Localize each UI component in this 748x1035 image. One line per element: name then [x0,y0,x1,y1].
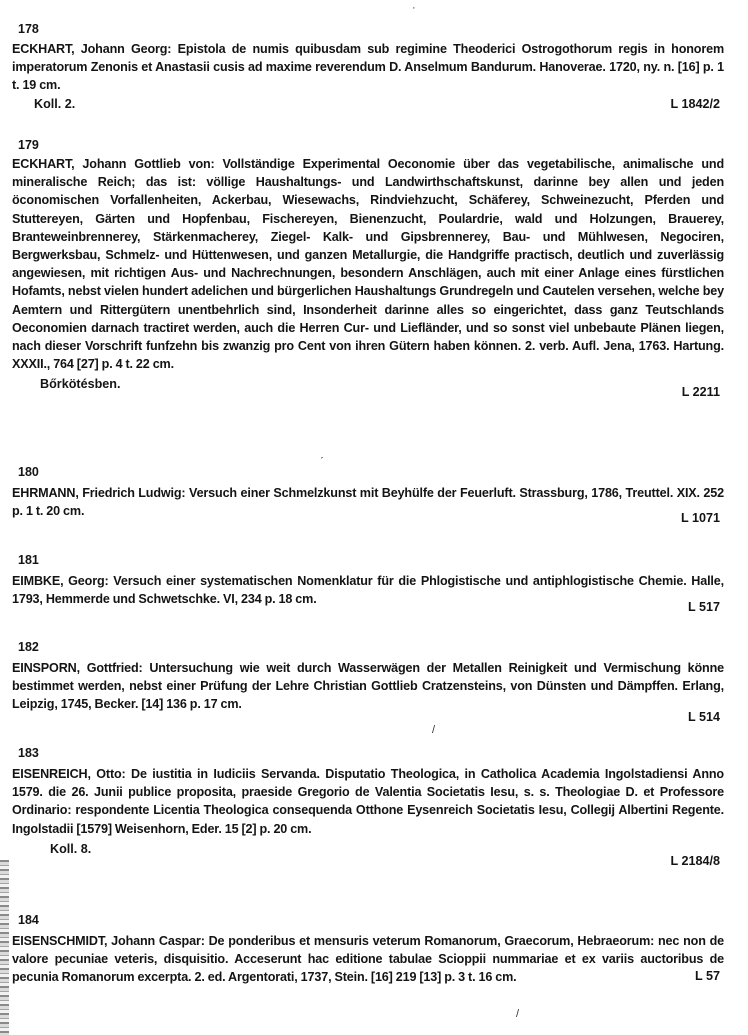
entry-description [12,932,724,987]
entry-number: 182 [18,640,39,654]
entry-number: 184 [18,913,39,927]
scan-tick-mark: / [516,1008,520,1020]
catalog-entry-183 [12,746,724,866]
entry-number: 178 [18,22,39,36]
entry-author: EIMBKE, Georg: [12,574,109,588]
entry-description [12,155,724,373]
catalog-entry-178 [12,22,724,115]
entry-author: EISENSCHMIDT, Johann Caspar: [12,934,205,948]
entry-footer [12,838,724,866]
entry-number: 181 [18,553,39,567]
entry-text: De iustitia in Iudiciis Servanda. Disputatio Theologica, in Catholica Academia Ingolstadiensi Anno 1579. die 26. Junii publice proposita, praeside Gregorio de Valentia Societatis Iesu, s. s. Theologiae D. et Professore Ordinario: respondente Licentia Theologica consequenda Otthone Eysenreich Societatis Iesu, Collegij Albertini Regente. Ingolstadii [1579] Weisenhorn, Eder. 15 [2] p. 20 cm. [12,767,724,836]
entry-description [12,659,724,714]
shelf-signature: L 1842/2 [670,96,720,111]
entry-description [12,765,724,838]
entry-footer [12,373,724,399]
shelf-signature: L 1071 [681,511,720,526]
entry-description [12,40,724,95]
entry-text: Vollständige Experimental Oeconomie über das vegetabilische, animalische und mineralische Reich; das ist: völlige Haushaltungs- und Landwirthschaftskunst, darinne bey allen und jeden öconomischen Vorfallenheiten, Ackerbau, Wiesewachs, Rindviehzucht, Schäferey, Schweinezucht, Pferden und Stuttereyen, Gärten und Hopfenbau, Fischereyen, Bienenzucht, Poulardrie, wald und Holzungen, Brauerey, Branteweinbrennerey, Stärkenmacherey, Ziegel- Kalk- und Gipsbrennerey, Bau- und Mühlwesen, Negociren, Bergwerksbau, Schmelz- und Hüttenwesen, und ganzen Metallurgie, die Handgriffe practisch, deutlich und zuverlässig angewiesen, mit richtigen Aus- und Nachrechnungen, besondern Anschlägen, auch mit einer Anlage eines fürstlichen Hofamts, nebst vielen hundert adelichen und bürgerlichen Haushaltungs Grundregeln und Cautelen versehen, welche bey Aemtern und Rittergütern unentbehrlich sind, Insonderheit darinne alles so eingerichtet, dass ganz Teutschlands Oeconomien darnach tractiret werden, auch die Herren Cur- und Liefländer, und so sonst viel unbebaute Plänen liegen, nach dieser Vorschrift funfzehn bis zwanzig pro Cent von ihren Gütern haben können. 2. verb. Aufl. Jena, 1763. Hartung. XXXII., 764 [27] p. 4 t. 22 cm. [12,157,725,372]
entry-note: Koll. 8. [50,841,92,856]
entry-text: Versuch einer systematischen Nomenklatur für die Phlogistische und antiphlogistische Chemie. Halle, 1793, Hemmerde und Schwetschke. VI, 234 p. 18 cm. [12,574,724,607]
entry-number: 179 [18,138,39,152]
scan-tick-mark: / [432,724,436,736]
entry-note: Bőrkötésben. [40,377,121,392]
entry-footer [12,95,724,115]
entry-footer [12,511,724,540]
scan-edge-shadow [0,860,9,1035]
shelf-signature: L 57 [695,968,720,983]
entry-description [12,484,724,520]
catalog-entry-184 [12,913,724,987]
entry-author: ECKHART, Johann Gottlieb von: [12,157,215,171]
shelf-signature: L 517 [688,600,720,615]
entry-text: Versuch einer Schmelzkunst mit Beyhülfe der Feuerluft. Strassburg, 1786, Treuttel. XIX. 252 p. 1 t. 20 cm. [12,486,724,519]
entry-note: Koll. 2. [34,96,76,111]
shelf-signature: L 2211 [681,385,720,400]
entry-number: 183 [18,746,39,760]
scan-tick-mark: ˊ [320,456,324,468]
entry-author: EINSPORN, Gottfried: [12,661,143,675]
catalog-entry-181 [12,553,724,628]
entry-footer [12,709,724,734]
scan-speck-mark: · [412,2,416,14]
entry-text: Epistola de numis quibusdam sub regimine Theoderici Ostrogothorum regis in honorem imperatorum Zenonis et Anastasii cusis ad maxime reverendum D. Anselmum Bandurum. Hanoverae. 1720, ny. n. [16] p. 1 t. 19 cm. [12,42,725,93]
entry-author: EHRMANN, Friedrich Ludwig: [12,486,186,500]
entry-author: ECKHART, Johann Georg: [12,42,172,56]
entry-description [12,572,724,608]
catalog-entry-182 [12,640,724,734]
entry-footer [12,600,724,628]
entry-text: De ponderibus et mensuris veterum Romanorum, Graecorum, Hebraeorum: nec non de valore pecuniae veteris, disquisitio. Acceserunt hac editione tabulae Scioppii nummariae et ex variis auctoribus de pecunia Romanorum excerpta. 2. ed. Argentorati, 1737, Stein. [16] 219 [13] p. 3 t. 16 cm. [12,934,725,985]
entry-text: Untersuchung wie weit durch Wasserwägen der Metallen Reinigkeit und Vermischung könne bestimmet werden, nebst einer Prüfung der Lehre Christian Gottlieb Cratzensteins, von Dünsten und Dämpffen. Erlang, Leipzig, 1745, Becker. [14] 136 p. 17 cm. [12,661,724,712]
shelf-signature: L 514 [688,709,720,724]
shelf-signature: L 2184/8 [670,853,720,868]
catalog-entry-180 [12,465,724,540]
catalog-entry-179 [12,138,724,399]
entry-author: EISENREICH, Otto: [12,767,126,781]
entry-number: 180 [18,465,39,479]
